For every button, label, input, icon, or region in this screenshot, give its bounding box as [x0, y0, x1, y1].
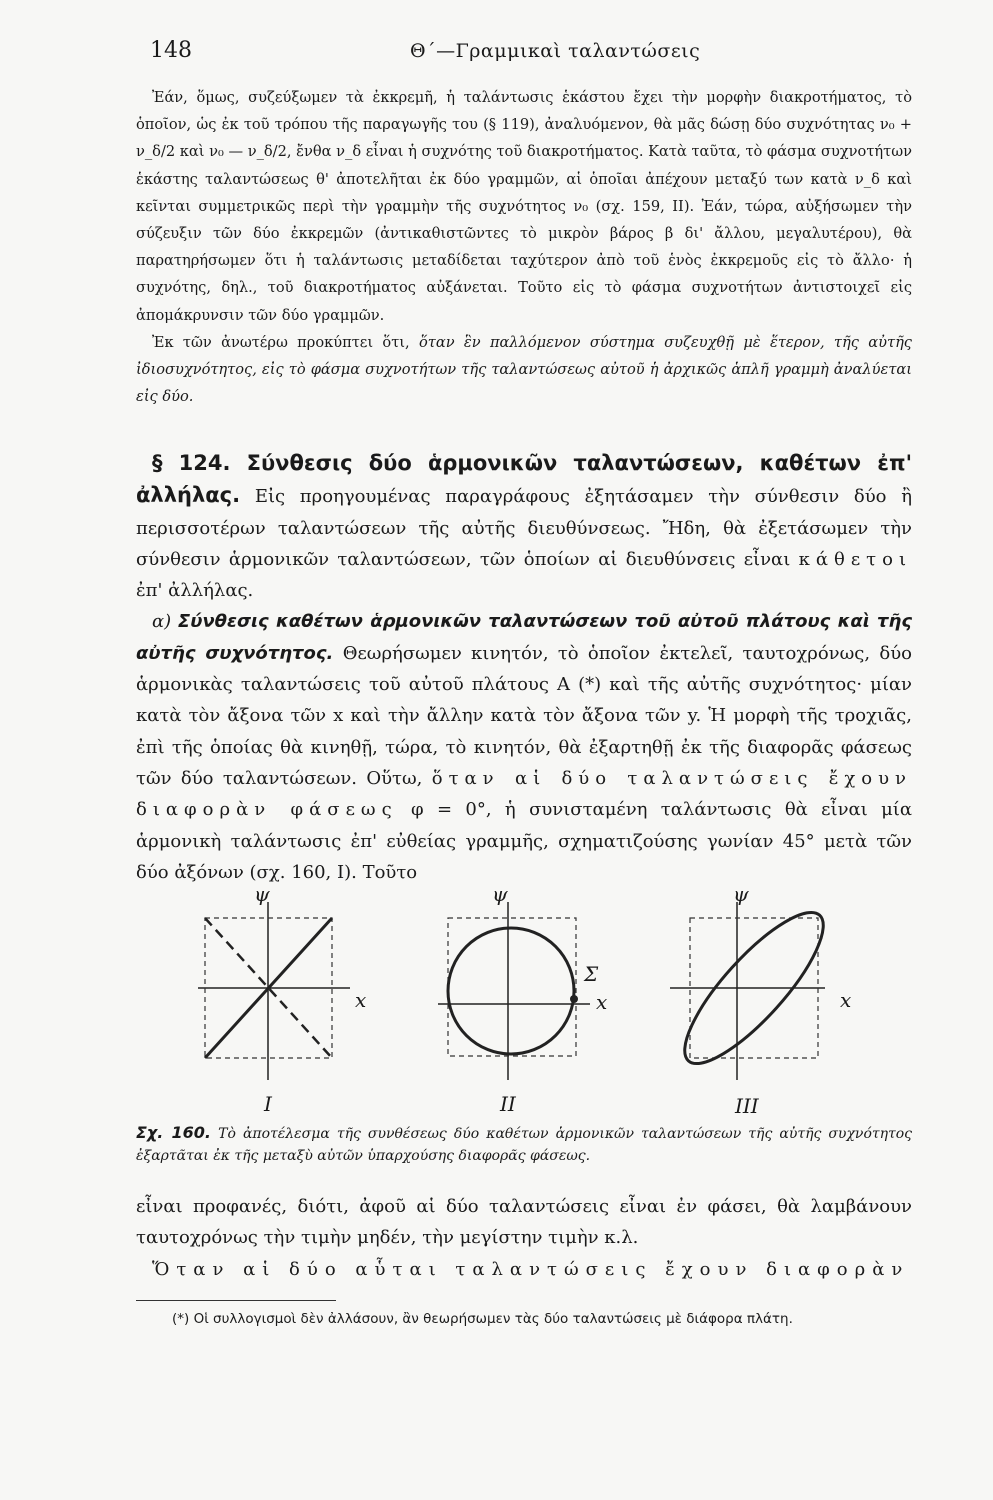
top-paragraph-block: [136, 84, 912, 410]
after-figure-last-line: Ὅταν αἱ δύο αὗται ταλαντώσεις ἔχουν διαφορὰν: [152, 1258, 910, 1280]
panel-2: [438, 902, 590, 1080]
section-124: [136, 448, 912, 888]
subsection-text-b: φ = 0°, ἡ συνισταμένη ταλάντωσις θὰ εἶναι μία ἁρμονικὴ ταλάντωσις ἐπ' εὐθείας γραμμῆς, σχηματιζούσης γωνίαν 45° μετὰ τῶν δύο ἀξόνων (σχ. 160, I). Τοῦτο: [136, 799, 912, 883]
panel-1-label: I: [264, 1092, 272, 1116]
panel-2-point: [570, 995, 578, 1003]
top-paragraph: Ἐάν, ὅμως, συζεύξωμεν τὰ ἐκκρεμῆ, ἡ ταλάντωσις ἑκάστου ἔχει τὴν μορφὴν διακροτήματος, τὸ ὁποῖον, ὡς ἐκ τοῦ τρόπου τῆς παραγωγῆς του (§ 119), ἀναλυόμενον, θὰ μᾶς δώσῃ δύο συχνότητας ν₀ + ν_δ/2 καὶ ν₀ — ν_δ/2, ἔνθα ν_δ εἶναι ἡ συχνότης τοῦ διακροτήματος. Κατὰ ταῦτα, τὸ φάσμα συχνοτήτων ἑκάστης ταλαντώσεως θ' ἀποτελῆται ἐκ δύο γραμμῶν, αἱ ὁποῖαι ἀπέχουν μεταξύ των κατὰ ν_δ καὶ κεῖνται συμμετρικῶς περὶ τὴν γραμμὴν τῆς συχνότητος ν₀ (σχ. 159, II). Ἐάν, τώρα, αὐξήσωμεν τὴν σύζευξιν τῶν δύο ἐκκρεμῶν (ἀντικαθιστῶντες τὸ μικρὸν βάρος β δι' ἄλλου, μεγαλυτέρου), θὰ παρατηρήσωμεν ὅτι ἡ ταλάντωσις μεταδίδεται ταχύτερον ἀπὸ τοῦ ἑνὸς ἐκκρεμοῦς εἰς τὸ ἄλλο· ἡ συχνότης, δηλ., τοῦ διακροτήματος αὐξάνεται. Τοῦτο εἰς τὸ φάσμα συχνοτήτων ἀντιστοιχεῖ εἰς ἀπομάκρυνσιν τῶν δύο γραμμῶν.: [136, 89, 912, 324]
conclusion-italic: ὅταν ἓν παλλόμενον σύστημα συζευχθῇ μὲ ἕτερον, τῆς αὐτῆς ἰδιοσυχνότητος, εἰς τὸ φάσμα συχνοτήτων τῆς ταλαντώσεως αὐτοῦ ἡ ἀρχικῶς ἁπλῆ γραμμὴ ἀναλύεται εἰς δύο.: [136, 333, 912, 406]
section-intro: [136, 448, 912, 606]
after-figure-text: εἶναι προφανές, διότι, ἀφοῦ αἱ δύο ταλαντώσεις εἶναι ἐν φάσει, θὰ λαμβάνουν ταυτοχρόνως τὴν τιμὴν μηδέν, τὴν μεγίστην τιμὴν κ.λ.: [136, 1196, 912, 1249]
after-figure-block: [136, 1191, 912, 1285]
page-header: [150, 38, 910, 68]
caption-number: Σχ. 160.: [136, 1123, 212, 1142]
panel-3-y-label: ψ: [733, 882, 749, 906]
page-number: 148: [150, 38, 192, 63]
subsection-a: [136, 606, 912, 888]
panel-3: [666, 895, 842, 1081]
panel-1: [198, 902, 350, 1080]
subsection-text-a: Θεωρήσωμεν κινητόν, τὸ ὁποῖον ἐκτελεῖ, ταυτοχρόνως, δύο ἁρμονικὰς ταλαντώσεις τοῦ αὐτοῦ πλάτους A (*) καὶ τῆς αὐτῆς συχνότητος· μίαν κατὰ τὸν ἄξονα τῶν x καὶ τὴν ἄλλην κατὰ τὸν ἄξονα τῶν y. Ἡ μορφὴ τῆς τροχιᾶς, ἐπὶ τῆς ὁποίας θὰ κινηθῇ, τώρα, τὸ κινητόν, θὰ ἐξαρτηθῇ ἐκ τῆς διαφορᾶς φάσεως τῶν δύο ταλαντώσεων. Οὕτω,: [136, 642, 913, 789]
panel-2-trajectory-circle: [448, 928, 574, 1054]
caption-text: Τὸ ἀποτέλεσμα τῆς συνθέσεως δύο καθέτων ἁρμονικῶν ταλαντώσεων τῆς αὐτῆς συχνότητος ἐξαρτᾶται ἐκ τῆς μεταξὺ αὐτῶν ὑπαρχούσης διαφορᾶς φάσεως.: [136, 1126, 913, 1164]
section-intro-spaced: κάθετοι: [798, 548, 912, 570]
conclusion-lead: Ἐκ τῶν ἀνωτέρω προκύπτει ὅτι,: [152, 333, 410, 351]
figure-160: [180, 880, 880, 1130]
subsection-text-spaced: ὅταν αἱ δύο ταλαντώσεις ἔχουν διαφορὰν φάσεως: [136, 767, 913, 821]
panel-1-x-label: x: [355, 988, 367, 1012]
footnote-rule: [136, 1300, 336, 1301]
panel-2-y-label: ψ: [492, 882, 508, 906]
conclusion-paragraph: [136, 329, 912, 411]
subsection-label: α): [152, 611, 172, 633]
footnote: (*) Οἱ συλλογισμοὶ δὲν ἀλλάσουν, ἂν θεωρήσωμεν τὰς δύο ταλαντώσεις μὲ διάφορα πλάτη.: [172, 1311, 793, 1327]
panel-1-y-label: ψ: [254, 882, 270, 906]
section-heading: § 124. Σύνθεσις δύο ἁρμονικῶν ταλαντώσεων, καθέτων ἐπ' ἀλλήλας.: [136, 451, 912, 508]
subsection-heading: Σύνθεσις καθέτων ἁρμονικῶν ταλαντώσεων τοῦ αὐτοῦ πλάτους καὶ τῆς αὐτῆς συχνότητος.: [136, 611, 912, 664]
panel-2-x-label: x: [596, 990, 608, 1014]
panel-2-label: II: [500, 1092, 516, 1116]
section-intro-text: Εἰς προηγουμένας παραγράφους ἐξητάσαμεν τὴν σύνθεσιν δύο ἢ περισσοτέρων ταλαντώσεων τῆς αὐτῆς διευθύνσεως. Ἤδη, θὰ ἐξετάσωμεν τὴν σύνθεσιν ἁρμονικῶν ταλαντώσεων, τῶν ὁποίων αἱ διευθύνσεις εἶναι: [136, 486, 912, 570]
panel-3-label: III: [735, 1094, 759, 1118]
figure-caption: [136, 1122, 912, 1167]
panel-2-point-label: Σ: [584, 962, 599, 986]
panel-3-x-label: x: [840, 988, 852, 1012]
running-head: Θ΄—Γραμμικαὶ ταλαντώσεις: [410, 40, 701, 62]
section-intro-end: ἐπ' ἀλλήλας.: [136, 580, 254, 602]
figure-160-drawing: [180, 880, 880, 1130]
